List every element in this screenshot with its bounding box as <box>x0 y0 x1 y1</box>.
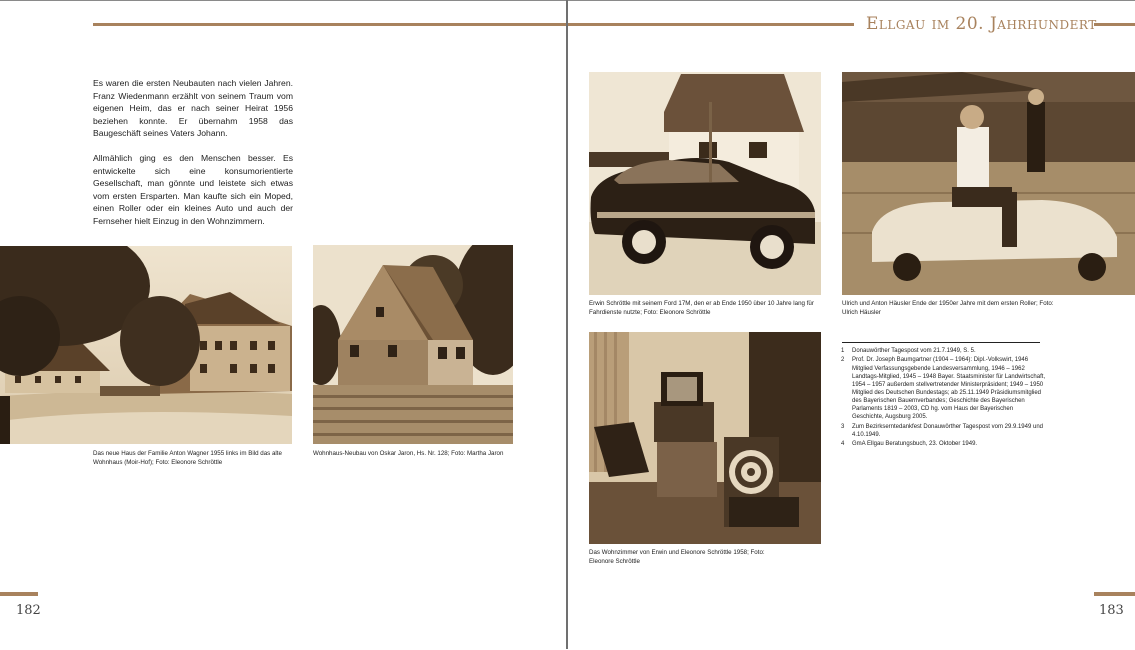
caption-ford: Erwin Schröttle mit seinem Ford 17M, den er ab Ende 1950 über 10 Jahre lang für Fahrdienste nutzte; Foto: Eleonore Schröttle <box>589 300 814 316</box>
caption-wagner-house: Das neue Haus der Familie Anton Wagner 1955 links im Bild das alte Wohnhaus (Moir-Hof); Foto: Eleonore Schröttle <box>93 450 282 466</box>
footnote-rule <box>842 342 1040 343</box>
footnote-text: Prof. Dr. Joseph Baumgartner (1904 – 1964): Dipl.-Volkswirt, 1946 Mitglied Verfassungsgebende Landesversammlung, 1946 – 1962 Landtags-Mitglied, 1945 – 1948 Bayer. Staatsminister für Landwirtschaft, 1954 – 1957 außerdem stellvertretender Ministerpräsident; 1949 – 1950 Mitglied des Deutschen Bundestags; ab 25.11.1949 Präsidiumsmitglied des Bayerischen Bauernverbandes; Geschichte des Bayerischen Parlaments 1819 – 2003, CD hg. vom Haus der Bayerischen Geschichte, Augsburg 2005. <box>852 357 1046 421</box>
footnote-number: 1 <box>841 348 845 354</box>
footnote-number: 3 <box>841 423 845 430</box>
photo-wagner-house <box>0 246 292 444</box>
footnote-text: GmA Ellgau Beratungsbuch, 23. Oktober 1949. <box>852 441 978 448</box>
header-rule-end <box>1094 23 1135 26</box>
body-text <box>93 77 293 240</box>
paragraph-1: Es waren die ersten Neubauten nach vielen Jahren. Franz Wiedenmann erzählt von seinem Traum vom eigenen Heim, das er nach seiner Heirat 1956 beziehen konnte. Er übernahm 1958 das Baugeschäft seines Vaters Johann. <box>93 78 293 139</box>
caption-wohnzimmer: Das Wohnzimmer von Erwin und Eleonore Schröttle 1958; Foto: Eleonore Schröttle <box>589 549 765 565</box>
caption-roller: Ulrich und Anton Häusler Ende der 1950er Jahre mit dem ersten Roller; Foto: Ulrich Häusler <box>842 300 1054 316</box>
photo-wohnzimmer <box>589 332 821 544</box>
header-rule-left <box>93 23 566 26</box>
footnote-item <box>841 347 1046 355</box>
footnote-text: Donauwörther Tagespost vom 21.7.1949, S. 5. <box>852 348 976 354</box>
footnote-item <box>841 440 1046 448</box>
book-gutter <box>566 0 568 649</box>
footnote-item <box>841 356 1046 421</box>
footnote-list <box>841 347 1046 450</box>
photo-jaron-house <box>313 245 513 444</box>
paragraph-2: Allmählich ging es den Menschen besser. Es entwickelte sich eine konsumorientierte Gesellschaft, man gönnte und leistete sich etwas vom ersten Ersparten. Man kaufte sich ein Moped, einen Roller oder ein kleines Auto und auch der Fernseher hielt Einzug in den Wohnzimmern. <box>93 152 293 226</box>
footnote-item <box>841 423 1046 439</box>
page-number-right: 183 <box>1099 603 1124 618</box>
photo-roller <box>842 72 1135 295</box>
page-number-left: 182 <box>16 603 41 618</box>
footnote-number: 4 <box>841 441 845 448</box>
page-tab-left <box>0 592 38 596</box>
page-tab-right <box>1094 592 1135 596</box>
photo-ford-17m <box>589 72 821 295</box>
footnote-number: 2 <box>841 357 845 364</box>
header-rule-right <box>568 23 854 26</box>
footnote-text: Zum Bezirkserntedankfest Donauwörther Tagespost vom 29.9.1949 und 4.10.1949. <box>852 423 1043 438</box>
caption-jaron-house: Wohnhaus-Neubau von Oskar Jaron, Hs. Nr. 128; Foto: Martha Jaron <box>313 450 504 457</box>
running-head: Ellgau im 20. Jahrhundert <box>866 14 1097 34</box>
